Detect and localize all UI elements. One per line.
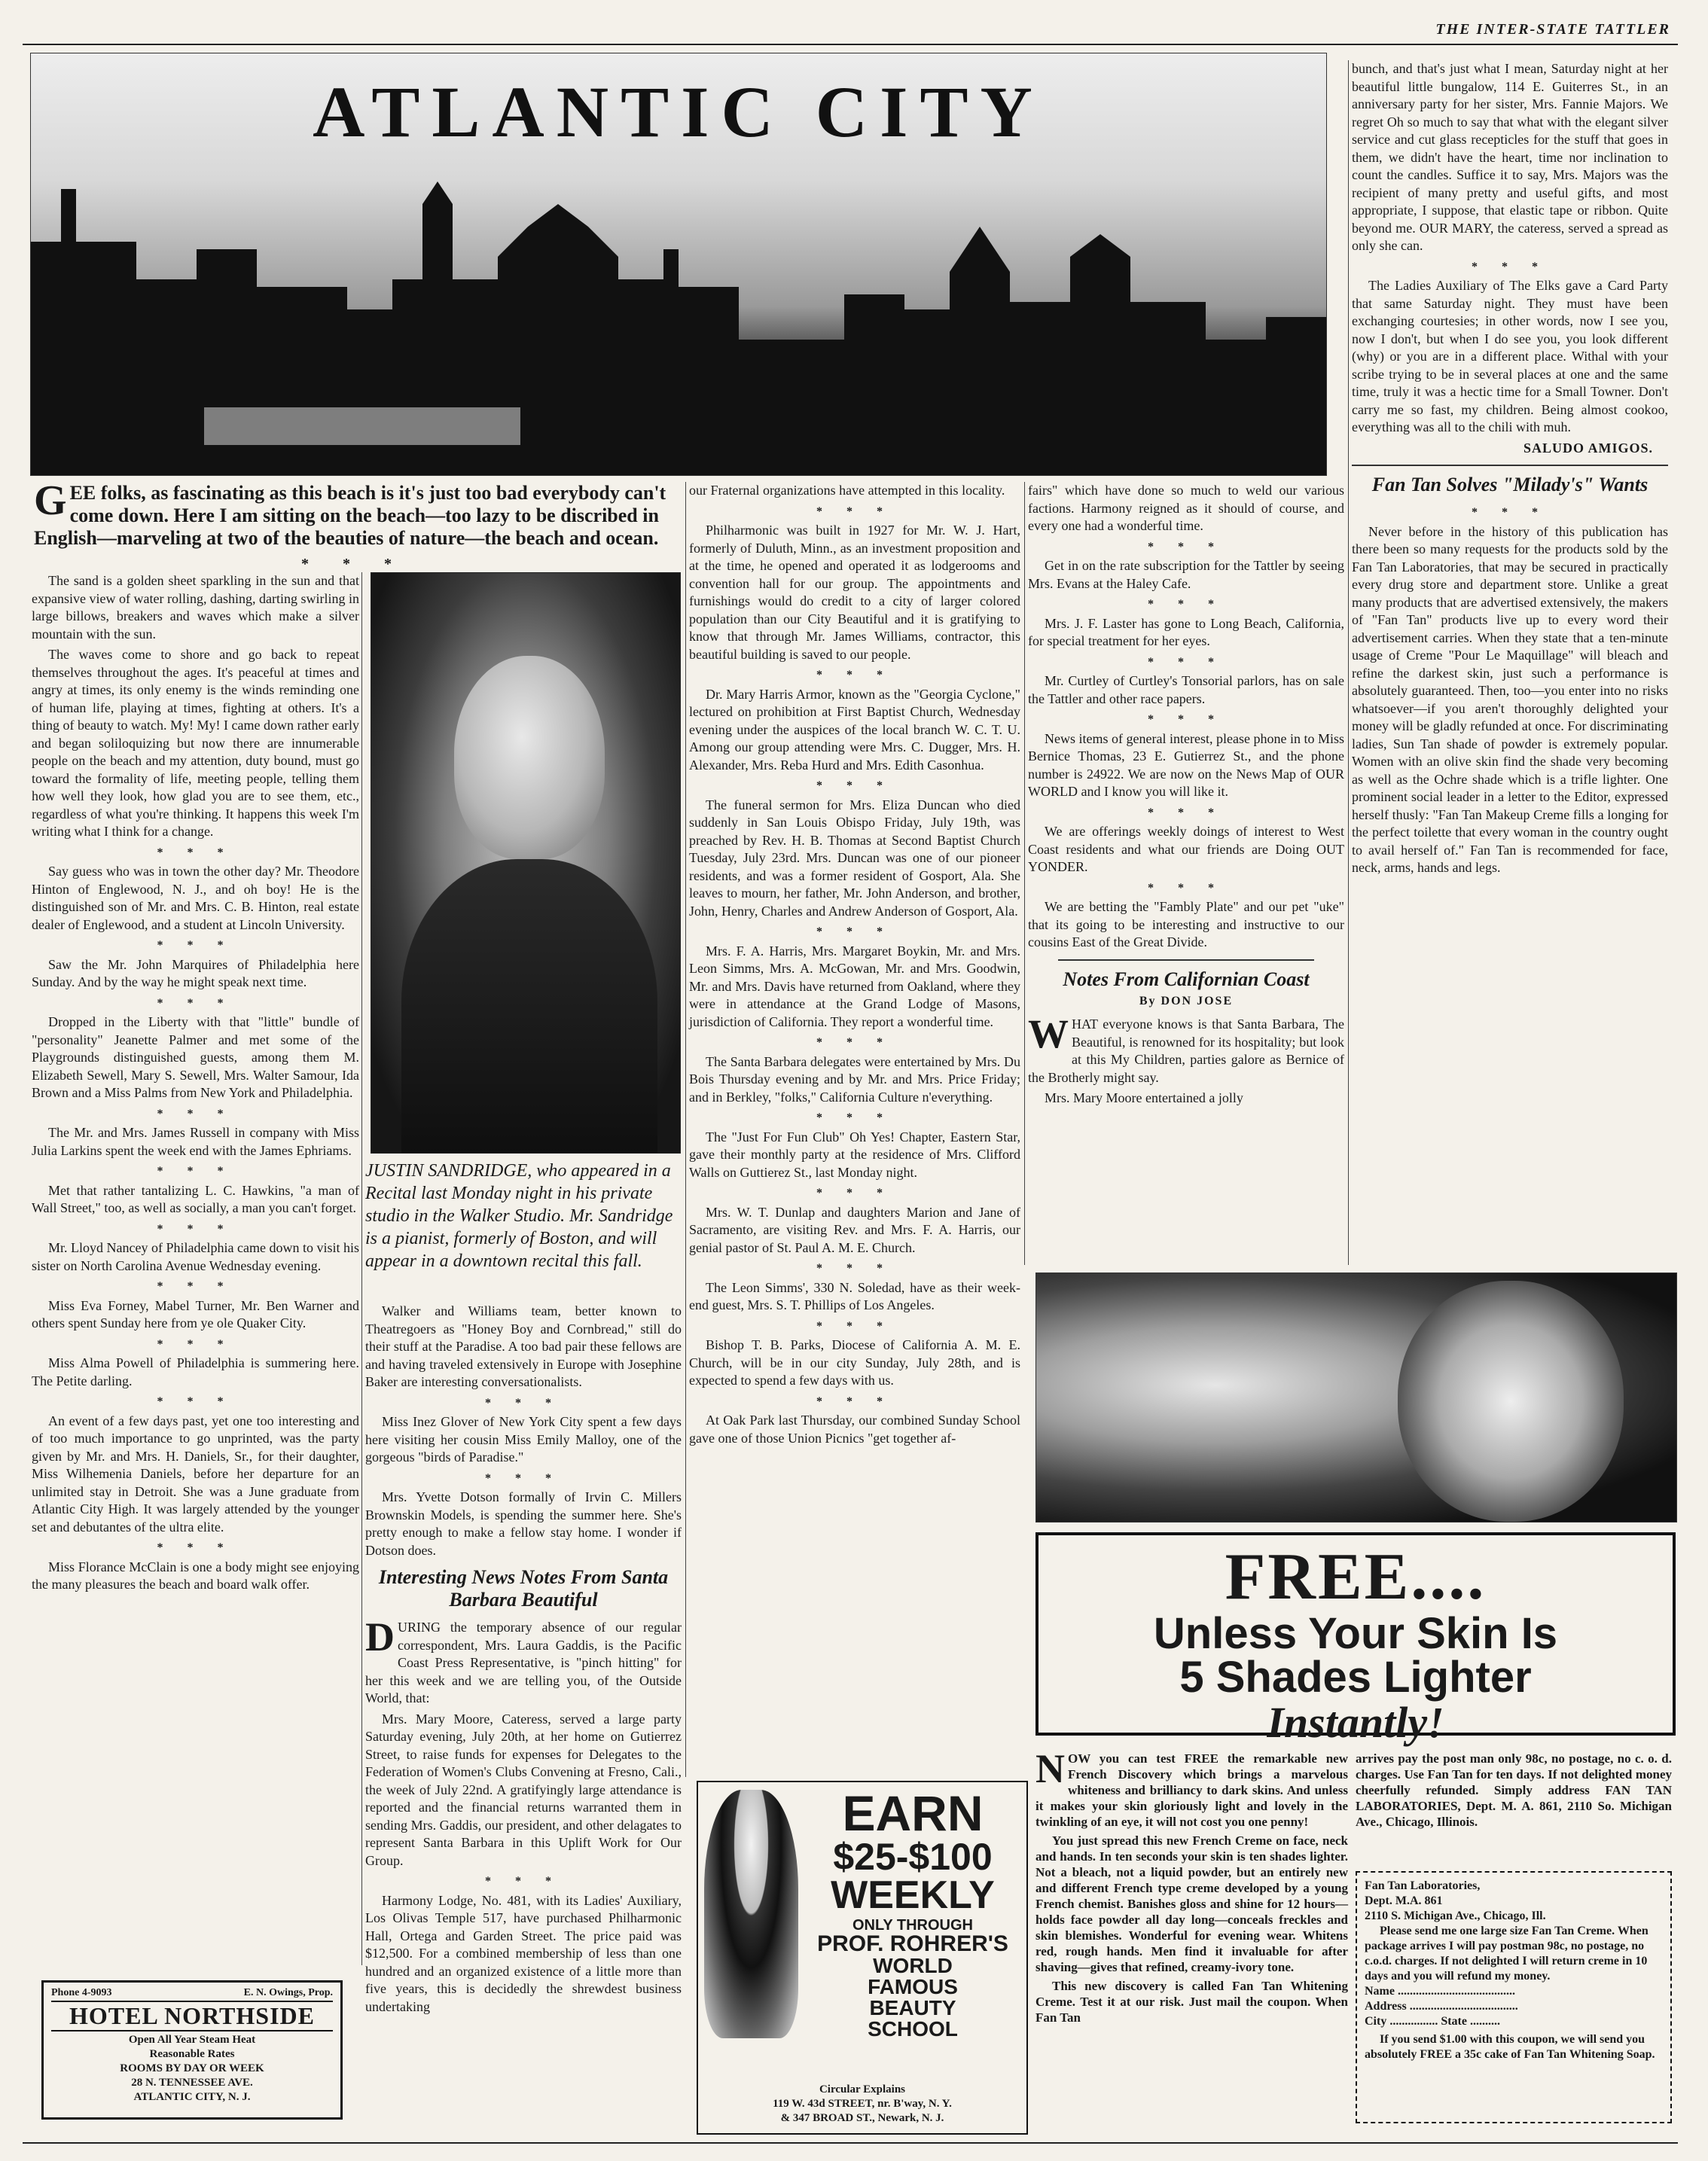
section-rule <box>1352 465 1668 466</box>
earn-famous: FAMOUS <box>868 1975 958 1998</box>
paragraph: Walker and Williams team, better known to Theatregoers as "Honey Boy and Cornbread," still do their stuff at the Paradise. A too bad pair these fellows are and having traveled extensively in Europe with Josephine Baker are interesting conversationalists. <box>365 1303 682 1389</box>
divider-stars: * * * <box>157 1395 234 1408</box>
paragraph: An event of a few days past, yet one too interesting and of too much importance to go unprinted, was the party given by Mr. and Mrs. H. Daniels, Sr., for their daughter, Miss Wilhemenia Daniels, before her departure for an unlimited stay in Detroit. She was a June graduate from Atlantic City High. It was largely attended by the younger set and debutantes of the ultra elite. <box>32 1413 359 1535</box>
earn-range: $25-$100 <box>833 1836 993 1878</box>
divider-stars: * * * <box>1472 260 1548 273</box>
divider-stars: * * * <box>157 1541 234 1554</box>
earn-school: SCHOOL <box>868 2017 958 2041</box>
earn-headline: EARN <box>842 1785 984 1841</box>
free-line-2: Unless Your Skin Is <box>1153 1609 1558 1658</box>
coupon-body: Please send me one large size Fan Tan Creme. When package arrives I will pay postman 98c, no postage, no c.o.d. charges. If not delighted I will return creme in 10 days and you will refund my money. <box>1365 1925 1649 1983</box>
paragraph: Miss Alma Powell of Philadelphia is summering here. The Petite darling. <box>32 1355 359 1388</box>
paragraph: Dr. Mary Harris Armor, known as the "Georgia Cyclone," lectured on prohibition at First Baptist Church, Wednesday evening under the auspices of the local branch W. C. T. U. Among our group attending were Mrs. C. Dugger, Mrs. H. Alexander, Mrs. Reba Hurd and Mrs. Edith Casonhua. <box>689 686 1020 773</box>
divider-stars: * * * <box>485 1875 562 1888</box>
paragraph: fairs" which have done so much to weld our various factions. Harmony reigned as it should of course, and every one had a wonderful time. <box>1028 483 1344 533</box>
divider-stars: * * * <box>157 996 234 1010</box>
paragraph: News items of general interest, please phone in to Miss Bernice Thomas, 23 E. Gutierrez St., and the phone number is 24922. We are now on the News Map of OUR WORLD and I know you will like it. <box>1028 730 1344 799</box>
divider-stars: * * * <box>301 556 407 572</box>
earn-world: WORLD <box>873 1954 953 1977</box>
paragraph-text: HAT everyone knows is that Santa Barbara, The Beautiful, is renowned for its hospitality; but look at this My Children, parties galore as Bernice of the Brotherly might say. <box>1028 1016 1344 1085</box>
divider-stars: * * * <box>1472 506 1548 519</box>
paragraph: This new discovery is called Fan Tan Whitening Creme. Test it at our risk. Just mail the coupon. When Fan Tan <box>1035 1979 1348 2025</box>
column-philharmonic <box>689 482 1020 1450</box>
free-headline: FREE.... <box>1225 1541 1487 1614</box>
earn-prof: PROF. ROHRER'S <box>817 1931 1008 1956</box>
masthead-photo <box>30 53 1327 476</box>
earn-ad-text <box>800 1785 1026 2041</box>
section-heading: Notes From Californian Coast <box>1063 968 1310 990</box>
section-rule <box>1058 959 1314 961</box>
paragraph: Mrs. Mary Moore, Cateress, served a large party Saturday evening, July 20th, at her home on Gutierrez Street, to raise funds for expenses for Delegates to the Federation of Women's Clubs Convening at Fresno, Cali., the week of July 22nd. A gratifyingly large attendance is reported and the financial returns warranted them in sending Mrs. Gaddis, our president, and other delagates to represent Santa Barbara in this Uplift Work for Our Group. <box>365 1711 682 1868</box>
paragraph: The Ladies Auxiliary of The Elks gave a Card Party that same Saturday night. They must have been exchanging courtesies; in other words, now I see you, now I don't, but when I do see you, you look different (why) or you are in a different place. Withal with your scribe trying to be in several places at one and the same time, truly it was a hectic time for a Small Towner. Don't carry me so fast, my children. Being almost cookoo, everything was all to the chili with muh. <box>1352 278 1668 434</box>
column-paradise <box>365 1303 682 1562</box>
divider-stars: * * * <box>485 1471 562 1485</box>
divider-stars: * * * <box>816 1319 893 1333</box>
divider-stars: * * * <box>816 1111 893 1124</box>
paragraph <box>1028 1011 1344 1087</box>
skyline-silhouette <box>31 53 1326 475</box>
paragraph: Saw the Mr. John Marquires of Philadelphia here Sunday. And by the way he might speak next time. <box>32 956 359 989</box>
paragraph: The waves come to shore and go back to repeat themselves throughout the ages. It's peaceful at times and angry at times, its only enemy is the winds reminding one of human life, playing at times, fighting at others. It's a thing of beauty to watch. My! My! I came down rather early and began soliloquizing but now there are innumerable people on the beach and my attention, duty bound, must go toward the formality of life, meeting people, telling them how well they look, how glad you are to see them, etc., regardless of what you're thinking. It happens this week I'm writing what I think for a change. <box>32 647 359 839</box>
beauty-school-advertisement <box>697 1781 1028 2135</box>
portrait-head <box>454 656 605 859</box>
divider-stars: * * * <box>157 1280 234 1293</box>
paragraph <box>365 1614 682 1708</box>
paragraph: Mrs. W. T. Dunlap and daughters Marion and Jane of Sacramento, are visiting Rev. and Mrs. F. A. Harris, our genial pastor of St. Paul A. M. E. Church. <box>689 1204 1020 1255</box>
divider-stars: * * * <box>816 925 893 938</box>
byline: By DON JOSE <box>1139 994 1234 1007</box>
hotel-phone: Phone 4-9093 <box>51 1987 112 1998</box>
paragraph: our Fraternal organizations have attempted in this locality. <box>689 483 1005 498</box>
divider-stars: * * * <box>816 669 893 681</box>
dropcap: D <box>365 1614 395 1660</box>
column-atlantic-city <box>32 572 359 1597</box>
paragraph: Mrs. Yvette Dotson formally of Irvin C. Millers Brownskin Models, is spending the summer here. She's pretty enough to make a fellow stay home. I wonder if Dotson does. <box>365 1489 682 1558</box>
paragraph: Philharmonic was built in 1927 for Mr. W. J. Hart, formerly of Duluth, Minn., as an investment proposition and at the time, he opened and operated it as lodgerooms and convention hall for our group. The appointments and furnishings would do credit to a city of larger colored population than our City Beautiful and it is gratifying to know that through Mr. James Williams, contractor, this beautiful building is saved to our people. <box>689 523 1020 662</box>
paragraph: bunch, and that's just what I mean, Saturday night at her beautiful little bungalow, 114 E. Guiterres St., in an anniversary party for her sister, Mrs. Fannie Majors. We regret Oh so much to say that what with the elegant silver service and cut glass recepticles for the stuff that goes in them, we didn't have the heart, time nor inclination to count the candles. Suffice it to say, Mrs. Majors was the recipient of many pretty and useful gifts, and most appropriate, I suppose, that elastic tape or ribbon. Quite beyond me. OUR MARY, the cateress, served a spread as only she can. <box>1352 61 1668 253</box>
fan-tan-ad-body <box>1035 1746 1348 2028</box>
fan-tan-ad-continued <box>1356 1751 1672 1833</box>
paragraph: Mrs. F. A. Harris, Mrs. Margaret Boykin, Mr. and Mrs. Leon Simms, Mrs. A. McGowan, Mr. and Mrs. Goodwin, Mr. and Mrs. Davis have returned from Oakland, where they were in attendance at the Grand Lodge of Masons, jurisdiction of California. They report a wonderful time. <box>689 943 1020 1029</box>
paragraph: Miss Florance McClain is one a body might see enjoying the many pleasures the beach and board walk offer. <box>32 1559 359 1592</box>
portrait-photo <box>371 572 681 1154</box>
paragraph: You just spread this new French Creme on face, neck and hands. In ten seconds your skin is ten shades lighter. Not a bleach, not a liquid powder, but an entirely new and different French type creme developed by a young French chemist. Banishes gloss and shine for 12 hours—holds face powder all day long—conceals freckles and skin blemishes. Wonderful for evening wear. Whitens red, rough hands. Men find it invaluable for after shaving—gives that refined, creamy-ivory tone. <box>1035 1833 1348 1974</box>
coupon-line: Fan Tan Laboratories, <box>1365 1879 1481 1892</box>
paragraph: arrives pay the post man only 98c, no postage, no c. o. d. charges. Use Fan Tan for ten days. If not delighted money cheerfully refunded. Simply address FAN TAN LABORATORIES, Dept. M. A. 861, 2110 So. Michigan Ave., Chicago, Illinois. <box>1356 1751 1672 1829</box>
paragraph <box>1035 1746 1348 1830</box>
free-line-3: 5 Shades Lighter <box>1179 1653 1532 1702</box>
section-heading: Interesting News Notes From Santa Barbara Beautiful <box>378 1566 669 1611</box>
running-head: THE INTER-STATE TATTLER <box>1435 21 1670 38</box>
earn-address-2: & 347 BROAD ST., Newark, N. J. <box>780 2112 944 2124</box>
top-rule <box>23 44 1678 45</box>
paragraph: Dropped in the Liberty with that "little" bundle of "personality" Jeanette Palmer and met some of the Playgrounds distinguished guests, among them M. Elizabeth Sewell, Mary S. Sewell, Mrs. Walter Samour, Ida Brown and a Miss Palms from New York and Philadelphia. <box>32 1014 359 1100</box>
paragraph: Mrs. Mary Moore entertained a jolly <box>1045 1090 1243 1105</box>
earn-circular: Circular Explains <box>819 2083 906 2095</box>
hotel-proprietor: E. N. Owings, Prop. <box>243 1987 333 1998</box>
divider-stars: * * * <box>157 1107 234 1120</box>
paragraph: We are betting the "Fambly Plate" and our pet "uke" that its going to be interesting and instructive to our cousins East of the Great Divide. <box>1028 899 1344 949</box>
divider-stars: * * * <box>157 1165 234 1178</box>
coupon-name-field[interactable]: Name ....................................... <box>1365 1985 1515 1998</box>
lead-dropcap: G <box>34 477 67 524</box>
divider-stars: * * * <box>157 1222 234 1236</box>
fan-tan-faces-photo <box>1035 1273 1677 1522</box>
divider-stars: * * * <box>1148 655 1225 669</box>
paragraph: Say guess who was in town the other day? Mr. Theodore Hinton of Englewood, N. J., and oh boy! He is the distinguished son of Mr. and Mrs. C. B. Hinton, real estate dealer of Englewood, and a student at Lincoln University. <box>32 864 359 932</box>
paragraph: The Leon Simms', 330 N. Soledad, have as their week-end guest, Mrs. S. T. Phillips of Los Angeles. <box>689 1279 1020 1312</box>
earn-ad-footer <box>698 2083 1026 2126</box>
paragraph: Mrs. J. F. Laster has gone to Long Beach, California, for special treatment for her eyes. <box>1028 615 1344 648</box>
hotel-line: Open All Year Steam Heat <box>128 2034 256 2046</box>
column-rule <box>1348 60 1349 1265</box>
coupon-address-field[interactable]: Address .................................... <box>1365 2000 1518 2013</box>
lead-text: EE folks, as fascinating as this beach is it's just too bad everybody can't come down. Here I am sitting on the beach—too lazy to be discribed in English—marveling at two of the beauties of nature—the beach and ocean. <box>34 482 666 549</box>
divider-stars: * * * <box>1148 540 1225 553</box>
section-heading: Fan Tan Solves "Milady's" Wants <box>1371 474 1649 495</box>
divider-stars: * * * <box>816 1394 893 1408</box>
paragraph-text: URING the temporary absence of our regular correspondent, Mrs. Laura Gaddis, is the Pacific Coast Press Representative, is "pinch hitting" for her this week and we are telling you, of the Outside World, that: <box>365 1620 682 1705</box>
order-coupon[interactable] <box>1356 1871 1672 2123</box>
paragraph: The Santa Barbara delegates were entertained by Mrs. Du Bois Thursday evening and by Mr. and Mrs. Price Friday; and in Berkley, "folks," California Culture n'everything. <box>689 1053 1020 1105</box>
divider-stars: * * * <box>485 1396 562 1410</box>
paragraph: The sand is a golden sheet sparkling in the sun and that expansive view of water rolling, dashing, darting swirling in large billows, breakers and waves which make a silver mountain with the sun. <box>32 573 359 642</box>
paragraph: Miss Eva Forney, Mabel Turner, Mr. Ben Warner and others spent Sunday here from ye ole Quaker City. <box>32 1297 359 1330</box>
paragraph: The "Just For Fun Club" Oh Yes! Chapter, Eastern Star, gave their monthly party at the residence of Mrs. Clifford Walls on Guttierez St., last Monday night. <box>689 1129 1020 1180</box>
coupon-city-field[interactable]: City ................ State .......... <box>1365 2015 1500 2028</box>
paragraph: Never before in the history of this publication has there been so many requests for the products sold by the Fan Tan Laboratories, that may be secured in practically every drug store and department store. Unlike a great many products that are advertised extensively, the makers of "Fan Tan" products live up to every word their advertisement carries. When they state that a ten-minute usage of Creme "Pour Le Maquillage" will bleach and refine the darkest skin, just such a performance is absolutely guaranteed. Then, too—you enter into no risks whatsoever—if you aren't thoroughly delighted your money will be gladly refunded at once. For discriminating ladies, Sun Tan shade of powder is extremely popular. Women with an olive skin find the shade very becoming as well as the Ochre shade which is a trifle lighter. One prominent social leader in a letter to the Editor, expressed herself thusly: "Fan Tan Makeup Creme fills a longing for the perfect toilette that every woman in the country ought to avail herself of." Fan Tan is recommended for face, neck, arms, hands and legs. <box>1352 523 1668 875</box>
portrait-caption: JUSTIN SANDRIDGE, who appeared in a Recital last Monday night in his private studio in the Walker Studio. Mr. Sandridge is a pianist, formerly of Boston, and will appear in a downtown recital this fall. <box>365 1161 673 1271</box>
divider-stars: * * * <box>816 1262 893 1275</box>
masthead-title: ATLANTIC CITY <box>313 72 1045 152</box>
dropcap: W <box>1028 1011 1069 1056</box>
paragraph: The funeral sermon for Mrs. Eliza Duncan who died suddenly in San Louis Obispo Friday, July 19th, was preached by Rev. H. B. Thomas at Second Baptist Church Tuesday, July 23rd. Mrs. Duncan was one of our pioneer residents, and was a former resident of Gosport, Ala. She leaves to mourn, her father, Mr. John Anderson, and brother, John, Henry, Charles and Andrew Anderson of Gosport, Ala. <box>689 797 1020 919</box>
divider-stars: * * * <box>1148 806 1225 819</box>
coupon-offer: If you send $1.00 with this coupon, we will send you absolutely FREE a 35c cake of Fan Tan Whitening Soap. <box>1365 2033 1655 2061</box>
column-rule <box>361 572 362 1965</box>
coupon-line: Dept. M.A. 861 <box>1365 1894 1443 1907</box>
paragraph: The Mr. and Mrs. James Russell in company with Miss Julia Larkins spent the week end with the James Ephriams. <box>32 1125 359 1158</box>
column-santa-barbara <box>365 1566 682 2019</box>
paragraph: Harmony Lodge, No. 481, with its Ladies' Auxiliary, Los Olivas Temple 517, have purchased Philharmonic Hall, Ortega and Garden Street. The price paid was $12,500. For a combined membership of less than one hundred and an organized existence of a little more than five years, this is decidedly the shrewdest business undertaking <box>365 1892 682 2014</box>
woman-illustration <box>704 1790 798 2038</box>
portrait-body <box>401 859 657 1154</box>
hotel-ad-topline <box>51 1987 333 1999</box>
earn-beauty: BEAUTY <box>869 1996 956 2019</box>
column-rule <box>1024 482 1025 1265</box>
divider-stars: * * * <box>816 1187 893 1199</box>
hotel-line: ROOMS BY DAY OR WEEK <box>120 2062 264 2074</box>
divider-stars: * * * <box>157 939 234 952</box>
hotel-advertisement <box>41 1980 343 2120</box>
signature: SALUDO AMIGOS. <box>1523 440 1653 456</box>
coupon-line: 2110 S. Michigan Ave., Chicago, Ill. <box>1365 1910 1546 1922</box>
divider-stars: * * * <box>816 1036 893 1049</box>
divider-stars: * * * <box>1148 881 1225 895</box>
divider-stars: * * * <box>1148 598 1225 611</box>
divider-stars: * * * <box>816 779 893 792</box>
divider-stars: * * * <box>1148 713 1225 726</box>
divider-stars: * * * <box>816 504 893 518</box>
paragraph: Get in on the rate subscription for the Tattler by seeing Mrs. Evans at the Haley Cafe. <box>1028 558 1344 591</box>
earn-address-1: 119 W. 43d STREET, nr. B'way, N. Y. <box>773 2098 952 2110</box>
divider-stars: * * * <box>157 1337 234 1351</box>
divider-stars: * * * <box>157 846 234 859</box>
paragraph-text: OW you can test FREE the remarkable new French Discovery which brings a marvelous whiteness and brilliancy to dark skins. And unless it makes your skin gloriously light and lovely in the twinkling of an eye, it will not cost you one penny! <box>1035 1751 1348 1829</box>
column-rule <box>685 482 686 1777</box>
paragraph: At Oak Park last Thursday, our combined Sunday School gave one of those Union Picnics "get together af- <box>689 1413 1020 1446</box>
paragraph: We are offerings weekly doings of interest to West Coast residents and what our friends are Doing OUT YONDER. <box>1028 824 1344 874</box>
earn-only: ONLY THROUGH <box>852 1917 974 1934</box>
hotel-line: ATLANTIC CITY, N. J. <box>133 2091 251 2103</box>
paragraph: Met that rather tantalizing L. C. Hawkins, "a man of Wall Street," too, as well as socially, a man you can't forget. <box>32 1182 359 1215</box>
face-illustration <box>1398 1281 1624 1522</box>
free-line-4: Instantly! <box>1267 1698 1444 1747</box>
hotel-line: Reasonable Rates <box>149 2048 235 2060</box>
paragraph: Miss Inez Glover of New York City spent a few days here visiting her cousin Miss Emily Malloy, one of the gorgeous "birds of Paradise." <box>365 1414 682 1465</box>
earn-weekly: WEEKLY <box>831 1873 995 1917</box>
lead-paragraph <box>34 477 674 578</box>
column-anniversary <box>1352 60 1668 880</box>
fan-tan-headline-box <box>1035 1532 1676 1747</box>
column-california <box>1028 482 1344 1111</box>
paragraph: Mr. Lloyd Nancey of Philadelphia came down to visit his sister on North Carolina Avenue Wednesday evening. <box>32 1240 359 1273</box>
paragraph: Mr. Curtley of Curtley's Tonsorial parlors, has on sale the Tattler and other race papers. <box>1028 673 1344 706</box>
paragraph: Bishop T. B. Parks, Diocese of California A. M. E. Church, will be in our city Sunday, July 28th, and is expected to spend a few days with us. <box>689 1337 1020 1388</box>
hotel-name: HOTEL NORTHSIDE <box>51 2001 333 2031</box>
bottom-rule <box>23 2142 1678 2144</box>
dropcap: N <box>1035 1746 1065 1791</box>
hotel-line: 28 N. TENNESSEE AVE. <box>131 2077 253 2089</box>
